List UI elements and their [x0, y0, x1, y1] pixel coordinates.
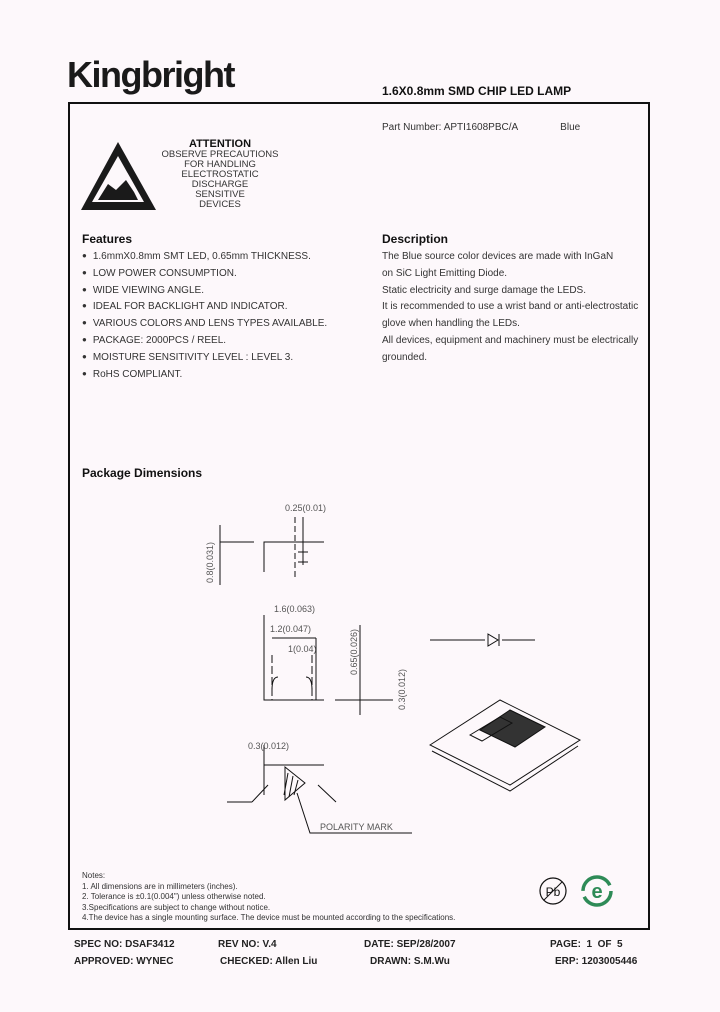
- notes-heading: Notes:: [82, 871, 106, 880]
- date: DATE: SEP/28/2007: [364, 939, 456, 950]
- note-item: 3.Specifications are subject to change without notice.: [82, 902, 271, 912]
- note-item: 2. Tolerance is ±0.1(0.004") unless otherwise noted.: [82, 892, 266, 901]
- document-title: 1.6X0.8mm SMD CHIP LED LAMP: [382, 84, 572, 98]
- description-text: [382, 249, 638, 367]
- description-line: on SiC Light Emitting Diode.: [382, 267, 508, 279]
- part-number-label: Part Number: APTI1608PBC/A: [382, 122, 519, 133]
- attention-line: DEVICES: [199, 199, 241, 210]
- attention-line: FOR HANDLING: [184, 159, 256, 170]
- spec-number: SPEC NO: DSAF3412: [74, 939, 175, 950]
- features-heading: Features: [82, 232, 133, 246]
- polarity-mark-label: POLARITY MARK: [320, 822, 393, 832]
- lead-free-icon: [538, 876, 568, 906]
- package-heading: Package Dimensions: [82, 466, 203, 480]
- feature-item: ● 1.6mmX0.8mm SMT LED, 0.65mm THICKNESS.: [82, 249, 327, 266]
- drawn-by: DRAWN: S.M.Wu: [370, 956, 450, 967]
- description-line: glove when handling the LEDs.: [382, 318, 520, 330]
- approved-by: APPROVED: WYNEC: [74, 956, 174, 967]
- feature-item: ● IDEAL FOR BACKLIGHT AND INDICATOR.: [82, 299, 327, 316]
- dim-pad: 0.3(0.012): [397, 668, 407, 710]
- feature-item: ● MOISTURE SENSITIVITY LEVEL : LEVEL 3.: [82, 350, 327, 367]
- feature-item: ● LOW POWER CONSUMPTION.: [82, 266, 327, 283]
- dim-lead-width: 0.25(0.01): [285, 503, 327, 513]
- description-line: grounded.: [382, 351, 428, 363]
- note-item: 1. All dimensions are in millimeters (inches).: [82, 881, 238, 891]
- lead-free-text: Pb: [545, 885, 561, 899]
- esd-attention: [160, 139, 280, 210]
- page-number: PAGE: 1 OF 5: [550, 939, 623, 950]
- dim-height: 0.8(0.031): [205, 541, 215, 583]
- dim-chamfer: 0.3(0.012): [248, 741, 290, 751]
- kingbright-logo: Kingbright: [67, 54, 234, 95]
- attention-line: ELECTROSTATIC: [181, 169, 259, 180]
- feature-item: ● RoHS COMPLIANT.: [82, 367, 327, 384]
- description-line: It is recommended to use a wrist band or anti-electrostatic: [382, 301, 639, 313]
- feature-item: ● WIDE VIEWING ANGLE.: [82, 283, 327, 300]
- attention-line: SENSITIVE: [195, 189, 245, 200]
- dim-inner-length: 1.2(0.047): [270, 624, 312, 634]
- rohs-e-icon: [580, 874, 614, 908]
- rohs-e-text: e: [591, 881, 603, 903]
- part-number: [382, 122, 580, 133]
- dim-thickness: 0.65(0.026): [349, 628, 359, 675]
- features-list: [82, 249, 327, 383]
- attention-line: OBSERVE PRECAUTIONS: [161, 149, 279, 160]
- attention-line: DISCHARGE: [191, 179, 249, 190]
- description-line: Static electricity and surge damage the LEDS.: [382, 284, 586, 296]
- feature-item: ● VARIOUS COLORS AND LENS TYPES AVAILABLE.: [82, 316, 327, 333]
- feature-item: ● PACKAGE: 2000PCS / REEL.: [82, 333, 327, 350]
- note-item: 4.The device has a single mounting surface. The device must be mounted according to the specifications.: [82, 913, 456, 922]
- checked-by: CHECKED: Allen Liu: [220, 956, 318, 967]
- part-color: Blue: [560, 122, 581, 133]
- esd-warning-icon: [78, 140, 160, 212]
- notes: [82, 871, 455, 924]
- erp-number: ERP: 1203005446: [555, 956, 638, 967]
- description-line: The Blue source color devices are made with InGaN: [382, 251, 614, 262]
- description-heading: Description: [382, 232, 449, 246]
- package-drawing: [200, 495, 660, 855]
- attention-heading: ATTENTION: [188, 138, 252, 150]
- dim-pad-gap: 1(0.04): [288, 644, 317, 654]
- dim-length: 1.6(0.063): [274, 604, 316, 614]
- description-line: All devices, equipment and machinery must be electrically: [382, 334, 639, 346]
- revision-number: REV NO: V.4: [218, 939, 277, 950]
